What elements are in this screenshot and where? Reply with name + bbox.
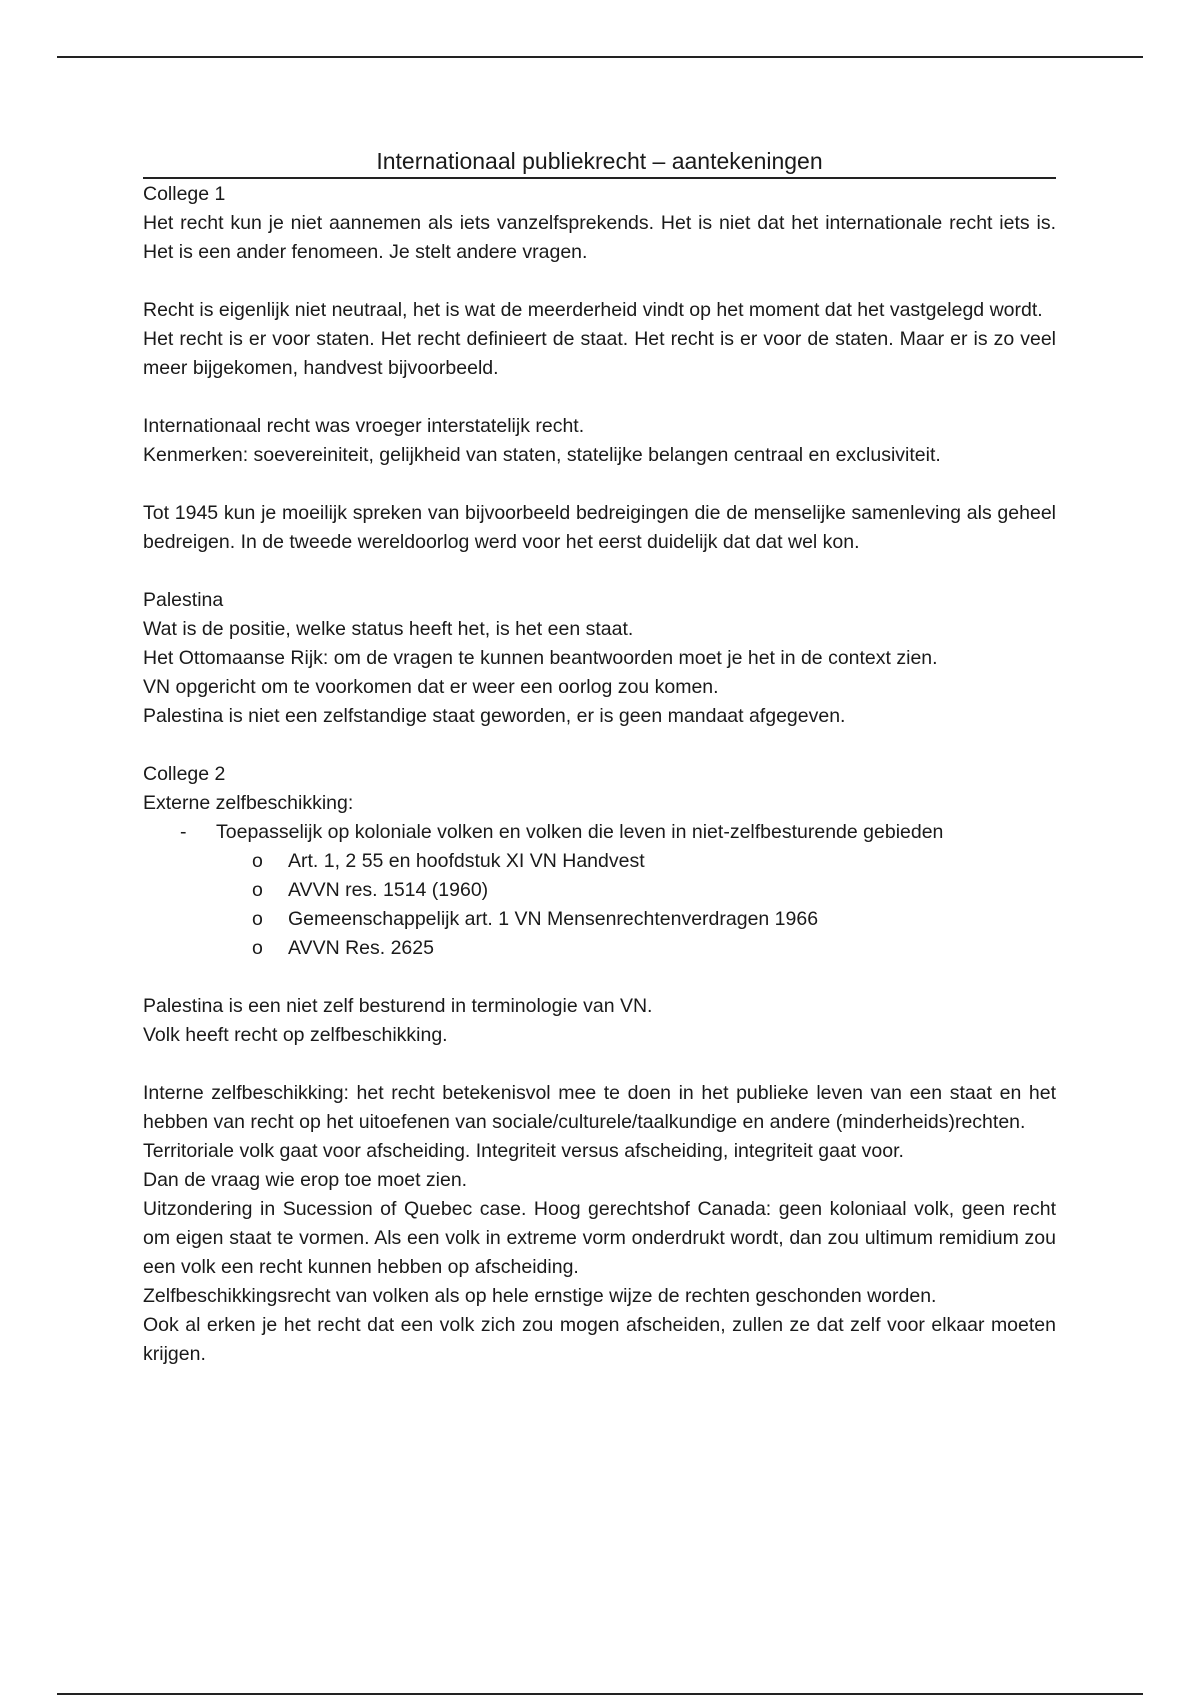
circle-bullet: o [252, 850, 263, 872]
paragraph: Palestina is niet een zelfstandige staat geworden, er is geen mandaat afgegeven. [143, 705, 846, 727]
list-item [143, 818, 1056, 847]
paragraph: Kenmerken: soevereiniteit, gelijkheid van staten, statelijke belangen centraal en exclusiviteit. [143, 444, 941, 466]
paragraph: Het recht is er voor staten. Het recht definieert de staat. Het recht is er voor de staten. Maar er is zo veel meer bijgekomen, handvest bijvoorbeeld. [143, 328, 1056, 379]
paragraph: Territoriale volk gaat voor afscheiding. Integriteit versus afscheiding, integriteit gaat voor. [143, 1140, 904, 1162]
paragraph: Tot 1945 kun je moeilijk spreken van bijvoorbeeld bedreigingen die de menselijke samenleving als geheel bedreigen. In de tweede wereldoorlog werd voor het eerst duidelijk dat dat wel kon. [143, 502, 1056, 553]
spacer [143, 470, 1056, 499]
sub-list-item [143, 905, 1056, 934]
document-title: Internationaal publiekrecht – aantekeningen [143, 146, 1056, 179]
spacer [143, 731, 1056, 760]
paragraph: Interne zelfbeschikking: het recht betekenisvol mee te doen in het publieke leven van een staat en het hebben van recht op het uitoefenen van sociale/culturele/taalkundige en andere (minderheids)rechten. [143, 1082, 1056, 1133]
spacer [143, 963, 1056, 992]
circle-bullet: o [252, 937, 263, 959]
footer-rule [57, 1693, 1143, 1695]
header-rule [57, 56, 1143, 58]
paragraph: Volk heeft recht op zelfbeschikking. [143, 1024, 448, 1046]
paragraph: Internationaal recht was vroeger interstatelijk recht. [143, 415, 585, 437]
paragraph: Het recht kun je niet aannemen als iets vanzelfsprekends. Het is niet dat het internationale recht iets is. Het is een ander fenomeen. Je stelt andere vragen. [143, 212, 1056, 263]
paragraph: Dan de vraag wie erop toe moet zien. [143, 1169, 468, 1191]
spacer [143, 383, 1056, 412]
paragraph: Recht is eigenlijk niet neutraal, het is wat de meerderheid vindt op het moment dat het vastgelegd wordt. [143, 299, 1043, 321]
circle-bullet: o [252, 908, 263, 930]
sub-list-item [143, 876, 1056, 905]
spacer [143, 557, 1056, 586]
sub-list-item [143, 934, 1056, 963]
college-1-heading: College 1 [143, 183, 226, 205]
sub-list-item [143, 847, 1056, 876]
sub-list-item-text: Art. 1, 2 55 en hoofdstuk XI VN Handvest [288, 850, 645, 872]
sub-list-item-text: AVVN Res. 2625 [288, 937, 434, 959]
paragraph: Externe zelfbeschikking: [143, 792, 354, 814]
paragraph: Ook al erken je het recht dat een volk zich zou mogen afscheiden, zullen ze dat zelf voor elkaar moeten krijgen. [143, 1314, 1056, 1365]
paragraph: Uitzondering in Sucession of Quebec case. Hoog gerechtshof Canada: geen koloniaal volk, geen recht om eigen staat te vormen. Als een volk in extreme vorm onderdrukt wordt, dan zou ultimum remidium zou een volk een recht kunnen hebben op afscheiding. [143, 1198, 1056, 1278]
spacer [143, 1050, 1056, 1079]
palestina-heading: Palestina [143, 589, 224, 611]
paragraph: Wat is de positie, welke status heeft het, is het een staat. [143, 618, 634, 640]
paragraph: VN opgericht om te voorkomen dat er weer een oorlog zou komen. [143, 676, 719, 698]
sub-list-item-text: AVVN res. 1514 (1960) [288, 879, 489, 901]
dash-bullet: - [180, 821, 187, 843]
list-item-text: Toepasselijk op koloniale volken en volken die leven in niet-zelfbesturende gebieden [216, 821, 944, 843]
document-page [143, 146, 1056, 1369]
spacer [143, 267, 1056, 296]
paragraph: Het Ottomaanse Rijk: om de vragen te kunnen beantwoorden moet je het in de context zien. [143, 647, 938, 669]
college-2-heading: College 2 [143, 763, 226, 785]
paragraph: Palestina is een niet zelf besturend in terminologie van VN. [143, 995, 653, 1017]
paragraph: Zelfbeschikkingsrecht van volken als op hele ernstige wijze de rechten geschonden worden. [143, 1285, 937, 1307]
circle-bullet: o [252, 879, 263, 901]
sub-list-item-text: Gemeenschappelijk art. 1 VN Mensenrechtenverdragen 1966 [288, 908, 819, 930]
